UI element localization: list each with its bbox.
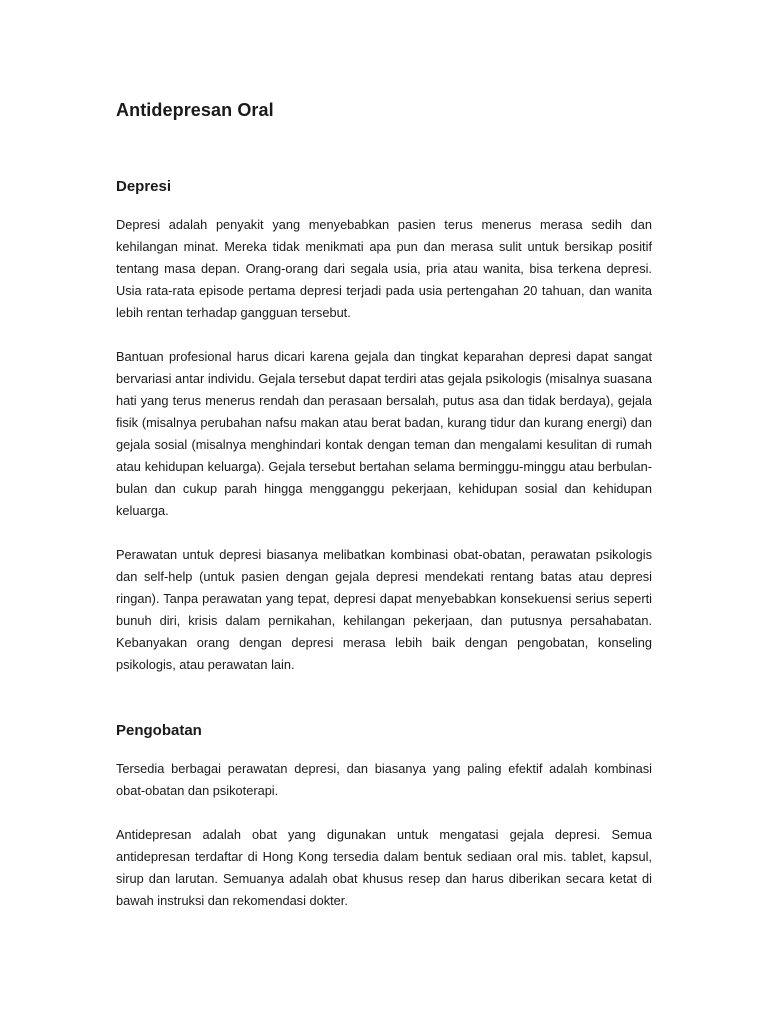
document-title: Antidepresan Oral [116,100,274,120]
section-spacer [116,698,652,720]
paragraph: Bantuan profesional harus dicari karena gejala dan tingkat keparahan depresi dapat sangat bervariasi antar individu. Gejala tersebut dapat terdiri atas gejala psikologis (misalnya suasana hati yang terus menerus rendah dan perasaan bersalah, putus asa dan tidak berdaya), gejala fisik (misalnya perubahan nafsu makan atau berat badan, kurang tidur dan kurang energi) dan gejala sosial (misalnya menghindari kontak dengan teman dan mengalami kesulitan di rumah atau kehidupan keluarga). Gejala tersebut bertahan selama berminggu-minggu atau berbulan-bulan dan cukup parah hingga mengganggu pekerjaan, kehidupan sosial dan kehidupan keluarga. [116,349,652,518]
section-pengobatan [116,720,652,912]
paragraph: Antidepresan adalah obat yang digunakan untuk mengatasi gejala depresi. Semua antidepresan terdaftar di Hong Kong tersedia dalam bentuk sediaan oral mis. tablet, kapsul, sirup dan larutan. Semuanya adalah obat khusus resep dan harus diberikan secara ketat di bawah instruksi dan rekomendasi dokter. [116,827,652,908]
paragraph: Tersedia berbagai perawatan depresi, dan biasanya yang paling efektif adalah kombinasi obat-obatan dan psikoterapi. [116,761,652,798]
paragraph: Perawatan untuk depresi biasanya melibatkan kombinasi obat-obatan, perawatan psikologis dan self-help (untuk pasien dengan gejala depresi mendekati rentang batas atau depresi ringan). Tanpa perawatan yang tepat, depresi dapat menyebabkan konsekuensi serius seperti bunuh diri, krisis dalam pernikahan, kehilangan pekerjaan, dan putusnya persahabatan. Kebanyakan orang dengan depresi merasa lebih baik dengan pengobatan, konseling psikologis, atau perawatan lain. [116,547,652,672]
section-depresi [116,176,652,676]
section-heading-pengobatan: Pengobatan [116,722,202,739]
paragraph: Depresi adalah penyakit yang menyebabkan pasien terus menerus merasa sedih dan kehilangan minat. Mereka tidak menikmati apa pun dan merasa sulit untuk bersikap positif tentang masa depan. Orang-orang dari segala usia, pria atau wanita, bisa terkena depresi. Usia rata-rata episode pertama depresi terjadi pada usia pertengahan 20 tahuan, dan wanita lebih rentan terhadap gangguan tersebut. [116,217,652,320]
document-content [116,96,652,934]
section-heading-depresi: Depresi [116,178,172,195]
